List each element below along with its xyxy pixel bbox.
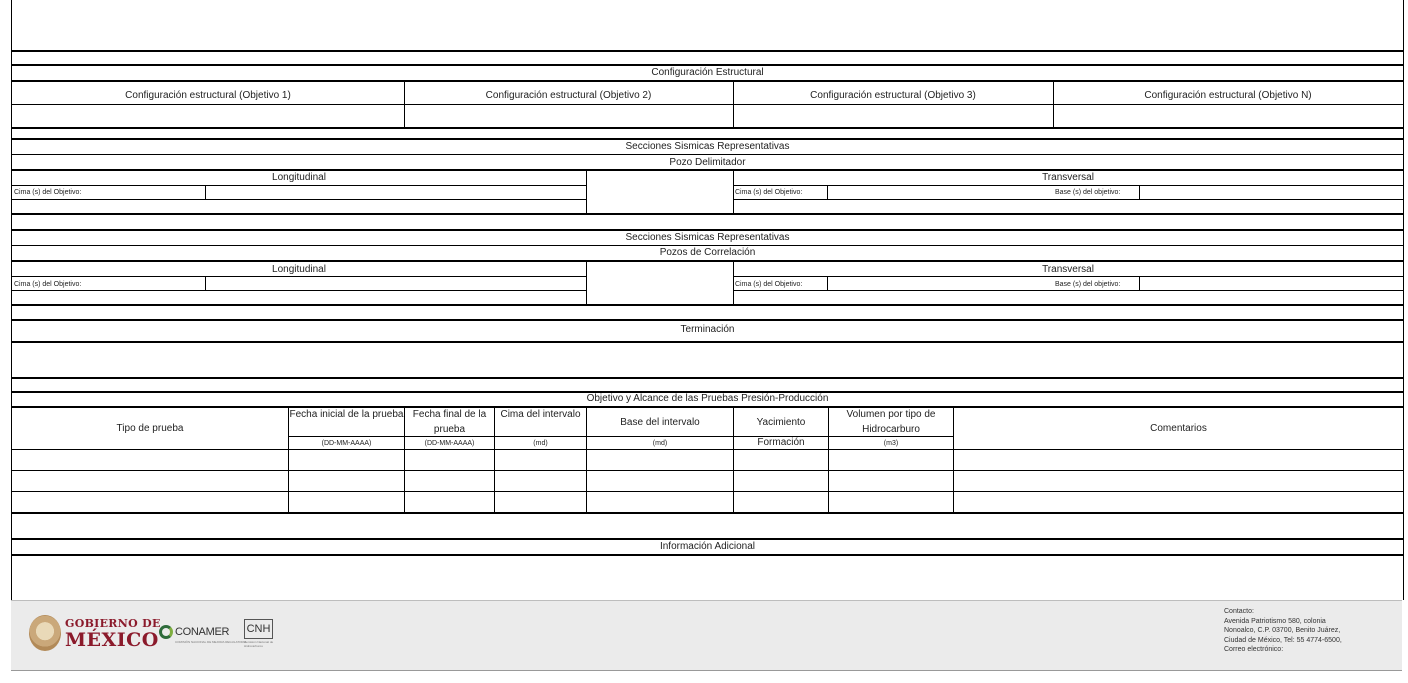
contact-line: Ciudad de México, Tel: 55 4774-6500, — [1224, 636, 1342, 644]
cima-left-label-1: Cima (s) del Objetivo: — [14, 189, 82, 196]
cima-left-label-2: Cima (s) del Objetivo: — [14, 281, 82, 288]
cima-right-input-2[interactable] — [828, 277, 1053, 290]
gobierno-logo-line2: MÉXICO — [65, 629, 159, 651]
section-divider — [12, 127, 1403, 129]
table-row[interactable] — [12, 450, 1403, 470]
pruebas-title: Objetivo y Alcance de las Pruebas Presión-Producción — [586, 393, 829, 404]
unit-volumen: (m3) — [883, 440, 899, 447]
longitudinal-label-1: Longitudinal — [272, 172, 326, 183]
transversal-label-2: Transversal — [1042, 264, 1094, 275]
unit-cima: (md) — [533, 440, 548, 447]
contact-line: Contacto: — [1224, 608, 1254, 615]
section-divider — [12, 512, 1403, 514]
cima-left-input-2[interactable] — [206, 277, 586, 290]
unit-fecha-final: (DD-MM-AAAA) — [424, 440, 475, 447]
conamer-icon — [159, 625, 173, 639]
adicional-title: Información Adicional — [659, 541, 756, 552]
header-yacimiento: Yacimiento — [756, 417, 806, 428]
unit-formacion: Formación — [757, 437, 805, 448]
unit-fecha-inicial: (DD-MM-AAAA) — [321, 440, 372, 447]
seismic-title-2: Secciones Sismicas Representativas — [625, 232, 790, 243]
header-base-intervalo: Base del intervalo — [620, 417, 700, 428]
objective-2-header: Configuración estructural (Objetivo 2) — [485, 90, 652, 101]
header-tipo-prueba: Tipo de prueba — [116, 423, 184, 434]
cnh-subtext: Comisión Nacional de Hidrocarburos — [244, 640, 274, 648]
unit-base: (md) — [652, 440, 668, 447]
header-comentarios: Comentarios — [1150, 423, 1207, 434]
contact-line: Correo electrónico: — [1224, 646, 1284, 653]
base-right-label-2: Base (s) del objetivo: — [1055, 281, 1121, 288]
objective-n-header: Configuración estructural (Objetivo N) — [1144, 90, 1312, 101]
cima-right-label-1: Cima (s) del Objetivo: — [735, 189, 803, 196]
contact-info — [1224, 607, 1342, 655]
seismic-subtitle-2: Pozos de Correlación — [659, 247, 756, 258]
header-volumen: Volumen por tipo de Hidrocarburo — [846, 409, 936, 435]
config-title: Configuración Estructural — [651, 67, 764, 78]
cima-right-label-2: Cima (s) del Objetivo: — [735, 281, 803, 288]
objective-3-header: Configuración estructural (Objetivo 3) — [810, 90, 976, 101]
table-row[interactable] — [12, 471, 1403, 491]
base-right-input-1[interactable] — [1140, 186, 1403, 199]
section-divider — [12, 406, 1403, 408]
section-divider — [12, 80, 1403, 82]
section-divider — [12, 213, 1403, 215]
transversal-label-1: Transversal — [1042, 172, 1094, 183]
base-right-label-1: Base (s) del objetivo: — [1055, 189, 1121, 196]
longitudinal-label-2: Longitudinal — [272, 264, 326, 275]
contact-line: Avenida Patriotismo 580, colonia — [1224, 617, 1326, 625]
base-right-input-2[interactable] — [1140, 277, 1403, 290]
header-fecha-inicial: Fecha inicial de la prueba — [289, 409, 404, 420]
form-frame — [11, 0, 1404, 600]
gobierno-logo-line1: GOBIERNO DE — [65, 617, 161, 630]
section-divider — [12, 260, 1403, 262]
adicional-input[interactable] — [12, 556, 1403, 598]
objective-1-header: Configuración estructural (Objetivo 1) — [125, 90, 291, 101]
cima-left-input-1[interactable] — [206, 186, 586, 199]
header-cima-intervalo: Cima del intervalo — [500, 409, 581, 420]
terminacion-title: Terminación — [680, 324, 735, 335]
coat-of-arms-logo — [29, 615, 61, 651]
cnh-logo: CNH — [244, 619, 273, 639]
section-divider — [12, 319, 1403, 321]
footer — [11, 600, 1402, 671]
conamer-logo-text: CONAMER — [175, 626, 230, 638]
seismic-title-1: Secciones Sismicas Representativas — [625, 141, 790, 152]
section-divider — [12, 377, 1403, 379]
section-divider — [12, 304, 1403, 306]
table-row[interactable] — [12, 492, 1403, 513]
objective-input-row[interactable] — [12, 105, 1403, 127]
conamer-subtext: COMISIÓN NACIONAL DE MEJORA REGULATORIA — [175, 640, 247, 644]
terminacion-input[interactable] — [12, 343, 1403, 377]
contact-line: Nonoalco, C.P. 03700, Benito Juárez, — [1224, 627, 1341, 634]
cima-right-input-1[interactable] — [828, 186, 1053, 199]
section-divider — [12, 50, 1403, 52]
header-fecha-final: Fecha final de la prueba — [412, 409, 487, 435]
seismic-subtitle-1: Pozo Delimitador — [669, 157, 746, 168]
